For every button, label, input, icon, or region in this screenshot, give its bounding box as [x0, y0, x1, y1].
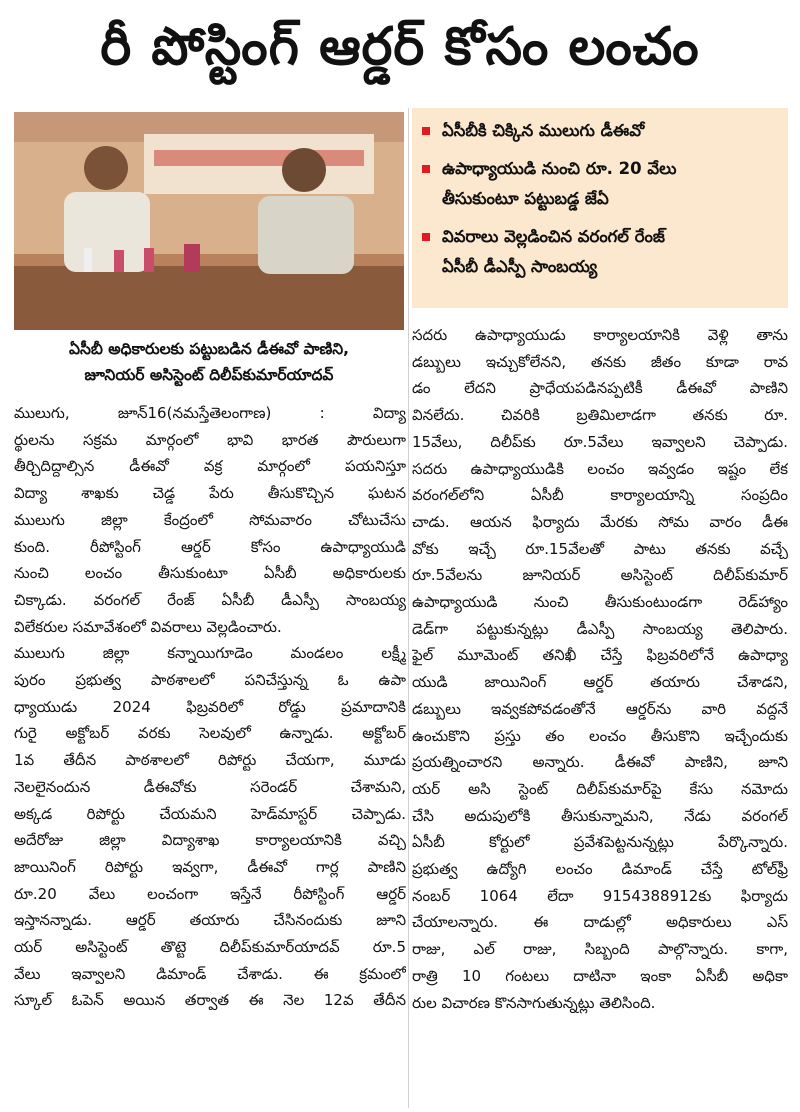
body-line: ఫైల్ మూమెంట్ తనిఖీ చేస్తే ఫిబ్రవరిలోనే ఉపాధ్యా: [412, 646, 788, 665]
body-line: జాయినింగ్ రిపోర్టు ఇవ్వగా, డీఈవో గార్ల పాణిని: [14, 857, 406, 876]
body-line: ర్థులను సక్రమ మార్గంలో భావి భారత పౌరులుగా: [14, 430, 406, 449]
body-line: 15వేలు, దిలీప్‌కు రూ.5వేలు ఇవ్వాలని చెప్పాడు.: [412, 432, 788, 451]
body-line: ఉపాధ్యాయుడి నుంచి తీసుకుంటుండగా రెడ్‌హ్యాం: [412, 593, 788, 612]
caption-line: ఏసీబీ అధికారులకు పట్టుబడిన డీఈవో పాణిని,: [68, 340, 350, 358]
body-line: చేయాలన్నారు. ఈ దాడుల్లో అధికారులు ఎస్: [412, 913, 788, 932]
body-line: డెడ్‌గా పట్టుకున్నట్లు డీఎస్పీ సాంబయ్య తెలిపారు.: [412, 619, 788, 638]
bullet-icon: [422, 233, 430, 241]
body-line: అదేరోజు జిల్లా విద్యాశాఖ కార్యాలయానికి వచ్చి: [14, 831, 406, 850]
body-line: విలేకరుల సమావేశంలో వివరాలు వెల్లడించారు.: [14, 617, 282, 636]
column-divider: [408, 108, 409, 1108]
body-line: ములుగు జిల్లా కన్నాయిగూడెం మండలం లక్ష్మీ: [14, 644, 406, 663]
photo-caption: [14, 336, 404, 388]
body-line: ధ్యాయుడు 2024 ఫిబ్రవరిలో రోడ్డు ప్రమాదానికి: [14, 697, 406, 716]
body-line: గురై అక్టోబర్ వరకు సెలవులో ఉన్నాడు. అక్టోబర్: [14, 724, 406, 743]
body-line: ఉంచుకొని ప్రస్తు తం లంచం తీసుకొని ఇచ్చేందుకు: [412, 726, 788, 745]
body-line: నుంచి లంచం తీసుకుంటూ ఏసీబీ అధికారులకు: [14, 564, 406, 583]
highlight-item: [422, 154, 782, 214]
body-line: కుంది. రీపోస్టింగ్ ఆర్డర్ కోసం ఉపాధ్యాయుడి: [14, 537, 406, 556]
highlight-line: వివరాలు వెల్లడించిన వరంగల్ రేంజ్: [442, 227, 665, 246]
body-line: యర్ అసిస్టెంట్ తొట్టె దిలీప్‌కుమార్‌యాదవ్ రూ.5: [14, 938, 406, 957]
highlight-line: ఉపాధ్యాయుడి నుంచి రూ. 20 వేలు: [442, 159, 677, 178]
headline: రీ పోస్టింగ్ ఆర్డర్ కోసం లంచం: [100, 16, 700, 77]
body-line: రాజు, ఎల్ రాజు, సిబ్బంది పాల్గొన్నారు. కాగా,: [412, 940, 788, 959]
body-line: వినలేదు. చివరికి బ్రతిమిలాడగా తనకు రూ.: [412, 406, 788, 425]
body-line: రూ.20 వేలు లంచంగా ఇస్తేనే రీపోస్టింగ్ ఆర్డర్: [14, 884, 406, 903]
bullet-icon: [422, 127, 430, 135]
body-line: సదరు ఉపాధ్యాయుడు కార్యాలయానికి వెళ్లి తాను: [412, 326, 788, 344]
body-line: డం లేదని ప్రాధేయపడినప్పటికీ డీఈవో పాణిని: [412, 379, 788, 398]
article-column-right: [412, 322, 788, 1016]
highlight-item: [422, 222, 782, 282]
body-line: తీర్చిదిద్దాల్సిన డీఈవో వక్ర మార్గంలో పయనిస్తూ: [14, 457, 406, 476]
body-line: ములుగు జిల్లా కేంద్రంలో సోమవారం చోటుచేసు: [14, 510, 406, 529]
body-line: డబ్బులు ఇవ్వకపోవడంతోనే ఆర్డర్‌ను వారి వద్దనే: [412, 699, 788, 718]
body-line: ప్రభుత్వ ఉద్యోగి లంచం డిమాండ్ చేస్తే టోల్‌ఫ్రీ: [412, 860, 788, 879]
body-line: ములుగు, జూన్16(నమస్తేతెలంగాణ) : విద్యా: [14, 404, 406, 422]
highlight-item: [422, 116, 782, 146]
body-line: యర్ అసి స్టెంట్ దిలీప్‌కుమార్‌పై కేసు నమోదు: [412, 779, 788, 798]
highlight-line: ఏసీబీకి చిక్కిన ములుగు డీఈవో: [442, 121, 645, 140]
body-line: ఇస్తానన్నాడు. ఆర్డర్ తయారు చేసినందుకు జూని: [14, 911, 406, 930]
body-line: 1వ తేదీన పాఠశాలలో రిపోర్టు చేయగా, మూడు: [14, 751, 406, 770]
body-line: యుడి జాయినింగ్ ఆర్డర్ తయారు చేశాడని,: [412, 673, 788, 692]
body-line: నంబర్ 1064 లేదా 9154388912కు ఫిర్యాదు: [412, 886, 788, 905]
article-column-left: [14, 400, 406, 1014]
highlight-line: తీసుకుంటూ పట్టుబడ్డ జేఏ: [442, 189, 609, 208]
caption-line: జూనియర్ అసిస్టెంట్ దిలీప్‌కుమార్‌యాదవ్: [84, 366, 334, 384]
highlight-line: ఏసీబీ డీఎస్పీ సాంబయ్య: [442, 257, 598, 276]
body-line: చాడు. ఆయన ఫిర్యాదు మేరకు సోమ వారం డీఈ: [412, 512, 788, 531]
body-line: పురం ప్రభుత్వ పాఠశాలలో పనిచేస్తున్న ఓ ఉపా: [14, 671, 406, 690]
body-line: వరంగల్‌లోని ఏసీబీ కార్యాలయాన్ని సంప్రదిం: [412, 486, 788, 505]
body-line: ఏసీబీ కోర్టులో ప్రవేశపెట్టనున్నట్లు పేర్కొన్నారు.: [412, 833, 788, 852]
body-line: నెలలైనందున డీఈవోకు సరెండర్ చేశామని,: [14, 777, 406, 796]
body-line: రాత్రి 10 గంటలు దాటినా ఇంకా ఏసీబీ అధికా: [412, 966, 788, 985]
body-line: విద్యా శాఖకు చెడ్డ పేరు తీసుకొచ్చిన ఘటన: [14, 484, 406, 503]
body-line: స్కూల్ ఓపెన్ అయిన తర్వాత ఈ నెల 12వ తేదీన: [14, 991, 406, 1010]
body-line: అక్కడ రిపోర్టు చేయమని హెడ్‌మాస్టర్ చెప్పాడు.: [14, 804, 406, 823]
body-line: చిక్కాడు. వరంగల్ రేంజ్ ఏసీబీ డీఎస్పీ సాంబయ్య: [14, 590, 406, 609]
news-photo: [14, 112, 404, 330]
body-line: చేసి అదుపులోకి తీసుకున్నామని, నేడు వరంగల్: [412, 806, 788, 825]
body-line: వేలు ఇవ్వాలని డిమాండ్ చేశాడు. ఈ క్రమంలో: [14, 964, 406, 983]
bullet-icon: [422, 165, 430, 173]
body-line: వోకు ఇచ్చే రూ.15వేలతో పాటు తనకు వచ్చే: [412, 539, 788, 558]
photo-illustration: [14, 112, 404, 330]
body-line: డబ్బులు ఇచ్చుకోలేనని, తనకు జీతం కూడా రావ: [412, 352, 788, 371]
body-line: ప్రయత్నించారని అన్నారు. డీఈవో పాణిని, జూని: [412, 753, 788, 772]
body-line: సదరు ఉపాధ్యాయుడికి లంచం ఇవ్వడం ఇష్టం లేక: [412, 459, 788, 478]
body-line: రుల విచారణ కొనసాగుతున్నట్లు తెలిసింది.: [412, 993, 656, 1012]
highlights-box: [412, 108, 788, 308]
body-line: రూ.5వేలను జూనియర్ అసిస్టెంట్ దిలీప్‌కుమార్: [412, 566, 788, 585]
